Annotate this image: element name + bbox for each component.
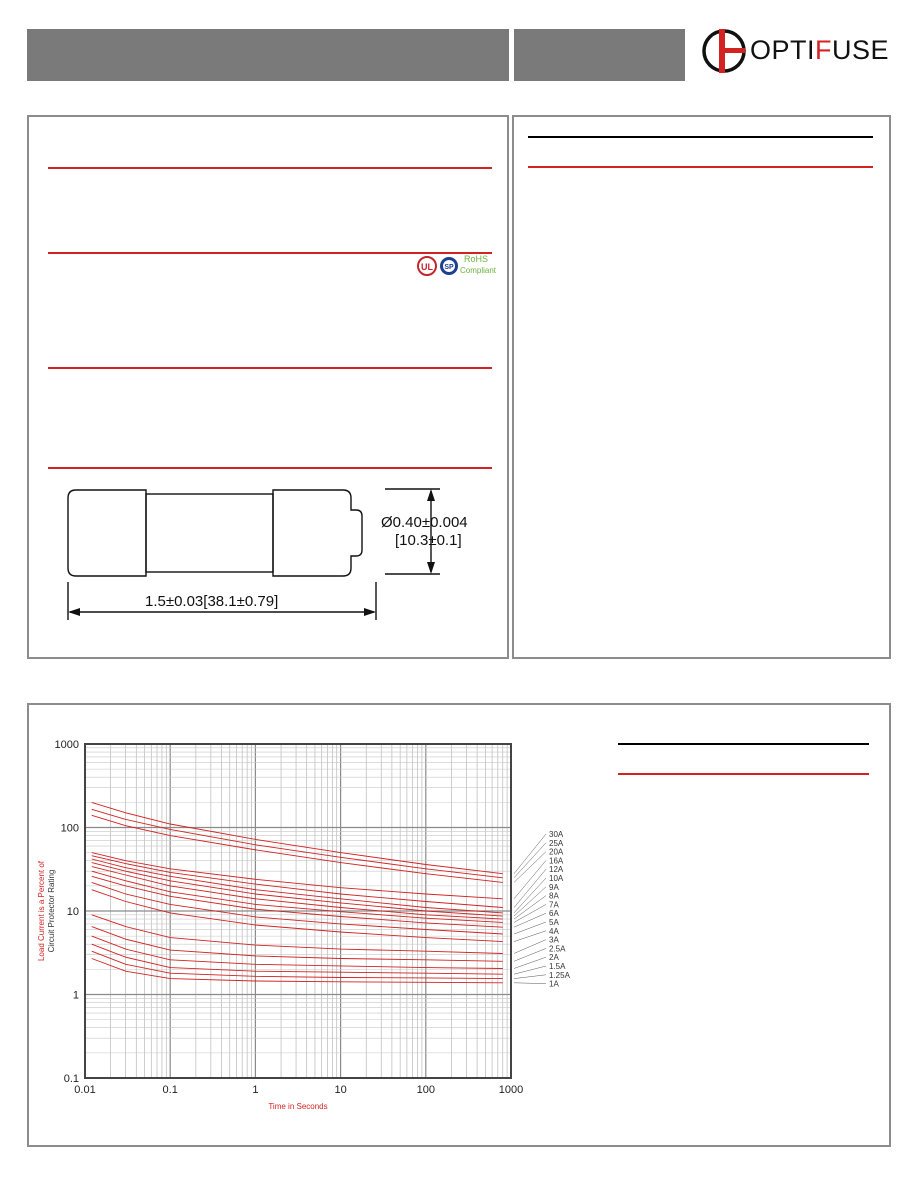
series-label-20a: 20A (549, 847, 564, 857)
series-label-2a: 2A (549, 953, 559, 963)
fuse-body (146, 494, 273, 572)
leader-line (514, 843, 546, 878)
x-tick-label: 1000 (498, 1084, 524, 1096)
leader-line (514, 948, 546, 961)
fuse-end-cap-right (273, 490, 362, 576)
section-divider-black (528, 136, 873, 138)
logo-mark-icon (700, 27, 748, 77)
series-label-4a: 4A (549, 926, 559, 936)
svg-text:UL: UL (421, 262, 433, 272)
ul-recognized-icon (418, 257, 436, 275)
specifications-panel (512, 115, 891, 659)
x-tick-label: 1 (252, 1084, 259, 1096)
series-line-1a (92, 959, 503, 983)
y-tick-label: 10 (66, 906, 79, 918)
y-tick-label: 100 (60, 822, 79, 835)
brand-logo (700, 27, 890, 77)
header-bar-right (514, 29, 685, 81)
series-line-30a (92, 802, 503, 873)
section-divider (48, 167, 492, 169)
series-label-7a: 7A (549, 900, 559, 910)
series-label-8a: 8A (549, 891, 559, 901)
brand-prefix: OPTI (750, 35, 816, 65)
section-divider (48, 467, 492, 469)
series-label-25a: 25A (549, 838, 564, 848)
series-label-6a: 6A (549, 909, 559, 919)
series-label-5a: 5A (549, 918, 559, 927)
y-tick-label: 0.1 (63, 1073, 79, 1085)
brand-accent: F (815, 35, 833, 65)
rohs-label: RoHS (464, 254, 489, 264)
x-tick-label: 0.01 (74, 1084, 96, 1096)
series-label-2.5a: 2.5A (549, 944, 566, 954)
leader-line (514, 966, 546, 974)
series-label-1.5a: 1.5A (549, 962, 566, 971)
y-axis-title-line2: Circuit Protector Rating (47, 869, 56, 953)
chart-tick-labels (55, 739, 524, 1096)
series-label-3a: 3A (549, 935, 559, 945)
leader-line (514, 975, 546, 979)
brand-wordmark (750, 35, 889, 66)
dimension-drawing (58, 484, 478, 634)
csa-icon (440, 257, 458, 275)
leader-line (514, 983, 546, 984)
svg-text:SP: SP (444, 264, 454, 271)
header-bar-left (27, 29, 509, 81)
series-line-6a (92, 876, 503, 927)
series-label-30a: 30A (549, 830, 564, 839)
x-tick-label: 10 (334, 1084, 347, 1096)
series-label-9a: 9A (549, 882, 559, 892)
chart-grid (85, 744, 511, 1078)
diameter-inch-label: Ø0.40±0.004 (381, 514, 468, 531)
length-label: 1.5±0.03[38.1±0.79] (145, 593, 279, 610)
rohs-compliant-label: Compliant (460, 266, 497, 275)
series-label-16a: 16A (549, 856, 564, 866)
series-label-10a: 10A (549, 874, 564, 883)
chart-series (92, 802, 503, 982)
x-tick-label: 100 (416, 1084, 435, 1096)
y-tick-label: 1 (72, 989, 79, 1002)
y-tick-label: 1000 (54, 739, 79, 751)
leader-line (514, 940, 546, 954)
leader-line (514, 869, 546, 907)
x-axis-title: Time in Seconds (268, 1102, 328, 1111)
section-divider (48, 367, 492, 369)
leader-line (514, 860, 546, 898)
leader-line (514, 957, 546, 968)
time-current-chart (27, 703, 891, 1147)
fuse-end-cap-left (68, 490, 146, 576)
brand-suffix: USE (832, 35, 890, 65)
diameter-mm-label: [10.3±0.1] (395, 532, 462, 549)
leader-line (514, 834, 546, 874)
leader-line (514, 852, 546, 883)
series-label-1a: 1A (549, 979, 559, 989)
section-divider (528, 166, 873, 168)
series-label-12a: 12A (549, 865, 564, 875)
chart-legend-labels (514, 830, 571, 989)
x-tick-label: 0.1 (162, 1084, 178, 1096)
series-label-1.25a: 1.25A (549, 970, 570, 980)
y-axis-title-line1: Load Current is a Percent of (37, 860, 46, 962)
